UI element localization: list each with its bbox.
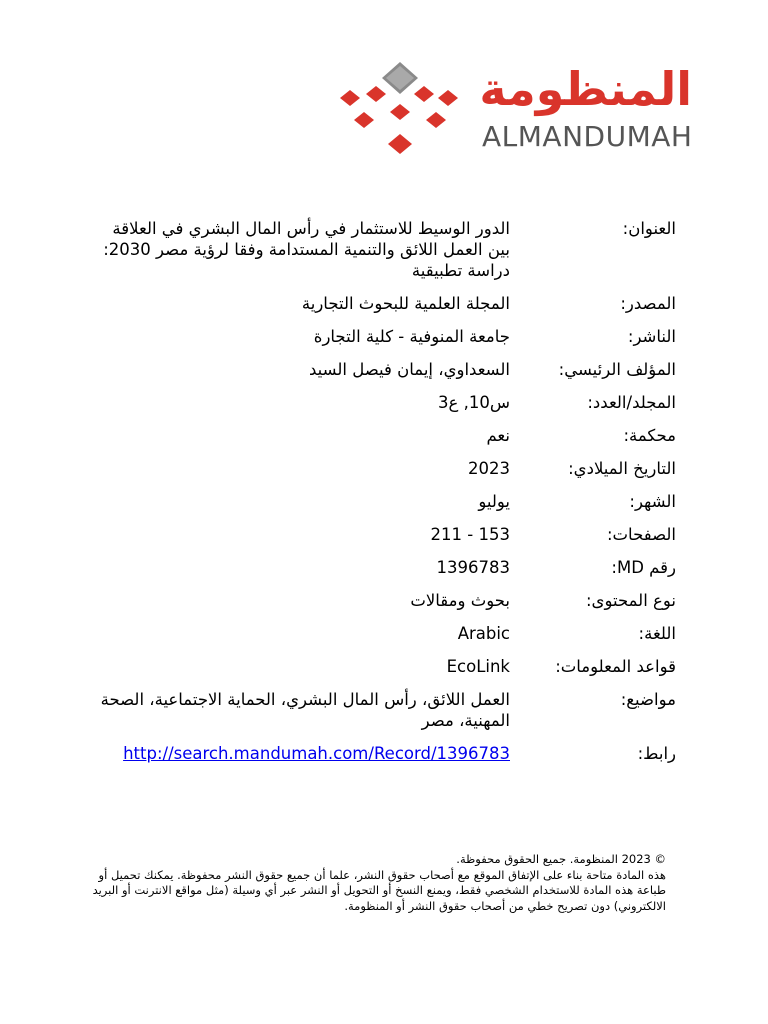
language-value: Arabic — [457, 624, 510, 643]
row-language — [100, 623, 680, 644]
logo-english-text: ALMANDUMAH — [482, 120, 693, 153]
title-value: الدور الوسيط للاستثمار في رأس المال البشري في العلاقة بين العمل اللائق والتنمية المستدامة وفقا لرؤية مصر 2030: دراسة تطبيقية — [103, 219, 510, 280]
row-peer-reviewed — [100, 425, 680, 446]
pages-label: الصفحات: — [606, 525, 676, 544]
year-label: التاريخ الميلادي: — [568, 459, 676, 478]
md-number-value: 1396783 — [436, 558, 510, 577]
record-metadata — [100, 218, 680, 776]
row-title — [100, 218, 680, 281]
source-value: المجلة العلمية للبحوث التجارية — [301, 294, 510, 313]
month-value: يوليو — [478, 492, 510, 511]
author-value: السعداوي، إيمان فيصل السيد — [309, 360, 510, 379]
row-subjects — [100, 689, 680, 731]
peer-reviewed-value: نعم — [486, 426, 510, 445]
row-pages — [100, 524, 680, 545]
subjects-label: مواضيع: — [620, 690, 676, 709]
row-md-number — [100, 557, 680, 578]
row-author — [100, 359, 680, 380]
link-value — [100, 743, 526, 764]
copyright-footer — [76, 852, 666, 914]
row-content-type — [100, 590, 680, 611]
link-label: رابط: — [637, 744, 676, 763]
author-label: المؤلف الرئيسي: — [558, 360, 676, 379]
row-source — [100, 293, 680, 314]
publisher-value: جامعة المنوفية - كلية التجارة — [313, 327, 510, 346]
volume-issue-label: المجلد/العدد: — [587, 393, 676, 412]
row-month — [100, 491, 680, 512]
content-type-label: نوع المحتوى: — [586, 591, 676, 610]
title-label: العنوان: — [622, 219, 676, 238]
pages-value: 153 - 211 — [430, 525, 510, 544]
row-year — [100, 458, 680, 479]
copyright-line: © 2023 المنظومة. جميع الحقوق محفوظة. — [456, 852, 666, 866]
row-link — [100, 743, 680, 764]
volume-issue-value: س10, ع3 — [438, 393, 510, 412]
copyright-notice: هذه المادة متاحة بناء على الإتفاق الموقع مع أصحاب حقوق النشر، علما أن جميع حقوق النشر محفوظة. يمكنك تحميل أو طباعة هذه المادة للاستخدام الشخصي فقط، ويمنع النسخ أو التحويل أو النشر عبر أي وسيلة (مثل مواقع الانترنت أو البريد الالكتروني) دون تصريح خطي من أصحاب حقوق النشر أو المنظومة. — [92, 867, 666, 913]
year-value: 2023 — [468, 459, 510, 478]
databases-value: EcoLink — [446, 657, 510, 676]
source-label: المصدر: — [620, 294, 676, 313]
language-label: اللغة: — [638, 624, 676, 643]
record-link[interactable]: http://search.mandumah.com/Record/1396783 — [123, 744, 510, 763]
peer-reviewed-label: محكمة: — [623, 426, 676, 445]
databases-label: قواعد المعلومات: — [555, 657, 676, 676]
content-type-value: بحوث ومقالات — [410, 591, 510, 610]
month-label: الشهر: — [629, 492, 676, 511]
logo-arabic-text: المنظومة — [479, 62, 692, 116]
logo — [330, 60, 700, 160]
subjects-value: العمل اللائق، رأس المال البشري، الحماية الاجتماعية، الصحة المهنية، مصر — [100, 690, 510, 730]
row-databases — [100, 656, 680, 677]
logo-mark-icon — [330, 60, 470, 160]
publisher-label: الناشر: — [627, 327, 676, 346]
row-volume-issue — [100, 392, 680, 413]
row-publisher — [100, 326, 680, 347]
md-number-label: رقم MD: — [611, 558, 676, 577]
